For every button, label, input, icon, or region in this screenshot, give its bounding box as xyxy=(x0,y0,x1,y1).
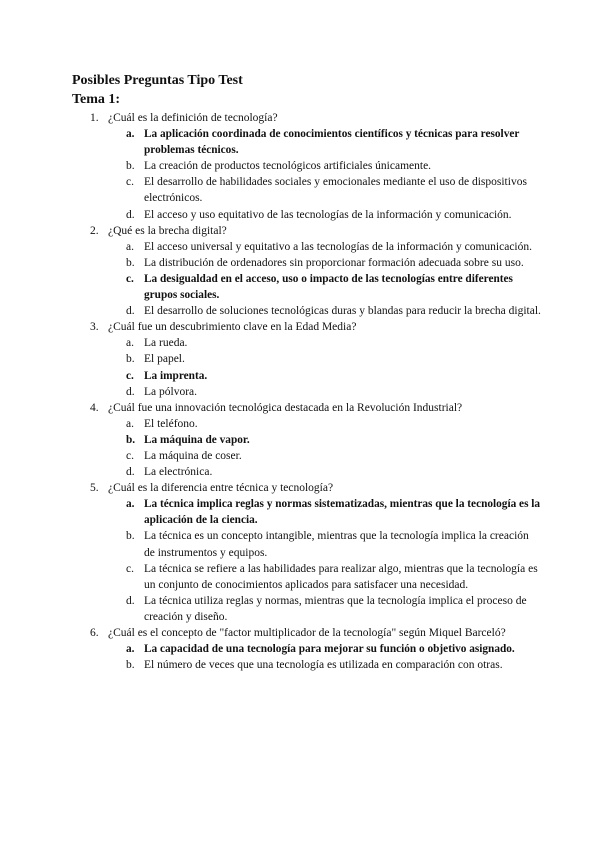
question-text: ¿Cuál es la definición de tecnología? xyxy=(108,112,278,124)
option-text: La aplicación coordinada de conocimientos científicos y técnicas para resolver problemas técnicos. xyxy=(144,128,520,157)
question-number: 5. xyxy=(90,482,99,495)
option-text: El acceso y uso equitativo de las tecnologías de la información y comunicación. xyxy=(144,208,512,221)
document-title: Posibles Preguntas Tipo Test xyxy=(72,73,243,88)
question-text: ¿Cuál es la diferencia entre técnica y tecnología? xyxy=(108,482,334,495)
option-letter: c. xyxy=(126,272,134,285)
option-list xyxy=(108,239,542,319)
option-letter: c. xyxy=(126,369,134,382)
option-letter: b. xyxy=(126,160,135,173)
question-text: ¿Cuál es el concepto de "factor multiplicador de la tecnología" según Miquel Barceló? xyxy=(108,627,506,639)
question-number: 1. xyxy=(90,112,99,124)
document-content xyxy=(72,71,542,673)
question-text: ¿Cuál fue una innovación tecnológica destacada en la Revolución Industrial? xyxy=(108,401,463,414)
option-item xyxy=(108,384,542,400)
question-item xyxy=(72,319,542,399)
question-number: 2. xyxy=(90,224,99,237)
option-text: La creación de productos tecnológicos artificiales únicamente. xyxy=(144,160,432,173)
option-text: La técnica implica reglas y normas sistematizadas, mientras que la tecnología es la aplicación de la ciencia. xyxy=(144,498,541,527)
question-text: ¿Qué es la brecha digital? xyxy=(108,224,227,237)
option-letter: c. xyxy=(126,176,134,189)
option-text: El papel. xyxy=(144,353,185,366)
option-text: La electrónica. xyxy=(144,466,213,479)
question-number: 4. xyxy=(90,401,99,414)
option-item xyxy=(108,207,542,223)
option-list xyxy=(108,335,542,399)
question-item xyxy=(72,400,542,480)
option-text: La máquina de vapor. xyxy=(144,433,250,446)
question-item xyxy=(72,110,542,223)
option-letter: b. xyxy=(126,353,135,366)
option-letter: b. xyxy=(126,659,135,672)
option-letter: c. xyxy=(126,562,134,575)
option-item xyxy=(108,158,542,174)
option-item xyxy=(108,657,542,673)
option-text: La técnica utiliza reglas y normas, mientras que la tecnología implica el proceso de creación y diseño. xyxy=(144,594,527,623)
option-text: La técnica es un concepto intangible, mientras que la tecnología implica la creación de instrumentos y equipos. xyxy=(144,530,529,559)
option-item-correct xyxy=(108,126,542,158)
option-item xyxy=(108,255,542,271)
option-item xyxy=(108,416,542,432)
option-letter: d. xyxy=(126,305,135,318)
option-text: El desarrollo de soluciones tecnológicas duras y blandas para reducir la brecha digital. xyxy=(144,305,541,318)
option-list xyxy=(108,126,542,223)
option-text: El desarrollo de habilidades sociales y emocionales mediante el uso de dispositivos electrónicos. xyxy=(144,176,527,205)
option-item xyxy=(108,593,542,625)
option-item xyxy=(108,561,542,593)
question-number: 3. xyxy=(90,321,99,334)
option-letter: d. xyxy=(126,385,135,398)
option-item xyxy=(108,174,542,206)
option-text: La capacidad de una tecnología para mejorar su función o objetivo asignado. xyxy=(144,643,515,656)
option-item xyxy=(108,335,542,351)
option-letter: a. xyxy=(126,240,134,253)
option-item xyxy=(108,528,542,560)
option-item xyxy=(108,448,542,464)
option-letter: a. xyxy=(126,417,134,430)
option-text: La técnica se refiere a las habilidades para realizar algo, mientras que la tecnología es un conjunto de conocimientos aplicados para satisfacer una necesidad. xyxy=(144,562,538,591)
question-text: ¿Cuál fue un descubrimiento clave en la Edad Media? xyxy=(108,321,357,334)
option-letter: b. xyxy=(126,530,135,543)
section-title: Tema 1: xyxy=(72,92,121,107)
option-text: La distribución de ordenadores sin proporcionar formación adecuada sobre su uso. xyxy=(144,256,524,269)
option-item-correct xyxy=(108,271,542,303)
option-text: La máquina de coser. xyxy=(144,449,242,462)
option-list xyxy=(108,496,542,625)
option-item-correct xyxy=(108,432,542,448)
option-item xyxy=(108,351,542,367)
option-text: La rueda. xyxy=(144,337,188,350)
question-item xyxy=(72,625,542,673)
option-letter: b. xyxy=(126,433,136,446)
option-letter: a. xyxy=(126,643,135,656)
option-item xyxy=(108,303,542,319)
option-letter: d. xyxy=(126,208,135,221)
question-list xyxy=(72,110,542,673)
question-item xyxy=(72,480,542,625)
option-letter: a. xyxy=(126,337,134,350)
option-list xyxy=(108,641,542,673)
option-text: La imprenta. xyxy=(144,369,208,382)
option-item xyxy=(108,239,542,255)
option-text: La desigualdad en el acceso, uso o impacto de las tecnologías entre diferentes grupos sociales. xyxy=(144,272,513,302)
option-letter: d. xyxy=(126,466,135,479)
option-letter: a. xyxy=(126,128,135,141)
option-list xyxy=(108,416,542,480)
option-item-correct xyxy=(108,496,542,528)
question-item xyxy=(72,223,542,320)
option-letter: b. xyxy=(126,256,135,269)
option-text: El acceso universal y equitativo a las tecnologías de la información y comunicación. xyxy=(144,240,532,253)
option-letter: a. xyxy=(126,498,135,511)
option-text: El teléfono. xyxy=(144,417,198,430)
option-letter: c. xyxy=(126,449,134,462)
option-letter: d. xyxy=(126,594,135,607)
option-text: La pólvora. xyxy=(144,385,198,398)
option-item-correct xyxy=(108,368,542,384)
question-number: 6. xyxy=(90,627,99,639)
option-item xyxy=(108,464,542,480)
option-text: El número de veces que una tecnología es utilizada en comparación con otras. xyxy=(144,659,503,672)
option-item-correct xyxy=(108,641,542,657)
